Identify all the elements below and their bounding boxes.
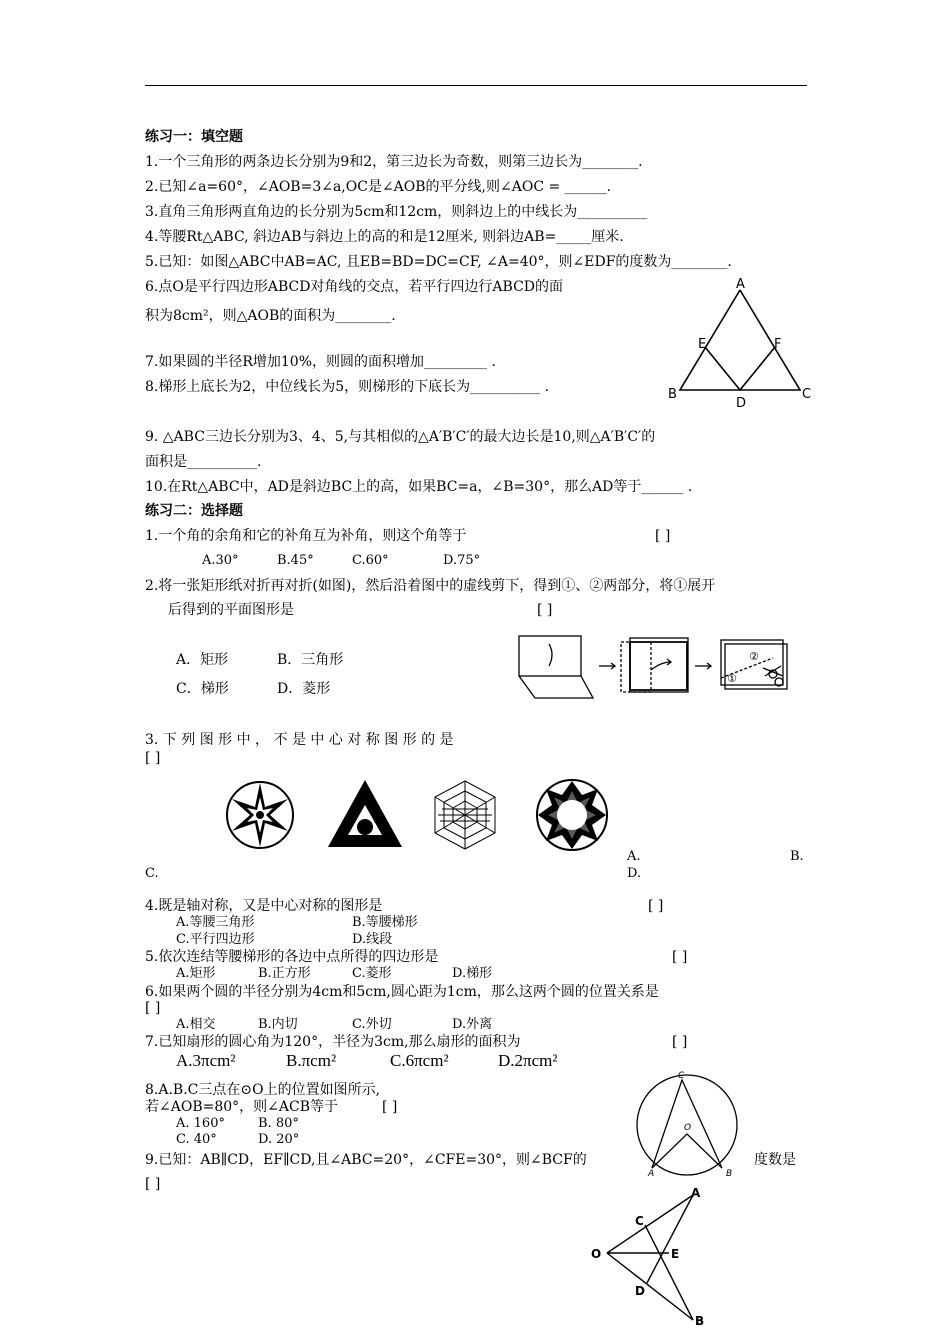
fig9-label-E: E bbox=[671, 1247, 680, 1261]
q5-opt-c: C.菱形 bbox=[352, 966, 392, 981]
s1-item-3: 3.直角三角形两直角边的长分别为5cm和12cm，则斜边上的中线长为__________ bbox=[145, 204, 648, 220]
q3-bracket: [ ] bbox=[145, 750, 161, 766]
q4-text: 4.既是轴对称，又是中心对称的图形是 bbox=[145, 898, 383, 914]
q8-opt-c: C. 40° bbox=[176, 1132, 217, 1147]
q1-opt-d: D.75° bbox=[443, 553, 481, 568]
q4-opt-b: B.等腰梯形 bbox=[352, 915, 418, 930]
label-E: E bbox=[698, 337, 707, 352]
q8-bracket: [ ] bbox=[382, 1099, 398, 1115]
q8-opt-a: A. 160° bbox=[176, 1116, 225, 1131]
q7-bracket: [ ] bbox=[672, 1034, 688, 1050]
q7-opt-b: B.πcm² bbox=[286, 1051, 337, 1070]
q4-opt-c: C.平行四边形 bbox=[176, 932, 255, 947]
circle-label-O: O bbox=[684, 1123, 692, 1133]
q5-text: 5.依次连结等腰梯形的各边中点所得的四边形是 bbox=[145, 949, 439, 965]
parallel-figure bbox=[585, 1185, 715, 1335]
q8-opt-b: B. 80° bbox=[258, 1116, 299, 1131]
fig9-label-B: B bbox=[695, 1314, 705, 1328]
label-F: F bbox=[774, 337, 782, 352]
q2-text-b: 后得到的平面图形是 bbox=[168, 602, 294, 618]
mark-2: ② bbox=[749, 650, 759, 663]
s1-item-10: 10.在Rt△ABC中，AD是斜边BC上的高，如果BC=a，∠B=30°，那么AD等于______ . bbox=[145, 479, 693, 495]
q9-text: 9.已知：AB∥CD，EF∥CD,且∠ABC=20°，∠CFE=30°，则∠BCF的 bbox=[145, 1152, 587, 1168]
q9-tail: 度数是 bbox=[754, 1152, 796, 1168]
q1-bracket: [ ] bbox=[655, 528, 671, 544]
q2-opt-a: A．矩形 bbox=[176, 652, 229, 668]
q4-opt-d: D.线段 bbox=[352, 932, 393, 947]
q3-label-c: C. bbox=[145, 866, 159, 881]
s1-item-8: 8.梯形上底长为2，中位线长为5，则梯形的下底长为__________ . bbox=[145, 379, 550, 395]
s1-item-6a: 6.点O是平行四边形ABCD对角线的交点，若平行四边行ABCD的面 bbox=[145, 279, 564, 295]
q1-opt-c: C.60° bbox=[352, 553, 389, 568]
q7-opt-d: D.2πcm² bbox=[498, 1051, 558, 1070]
q2-opt-c: C．梯形 bbox=[176, 681, 229, 697]
paper-fold-figure bbox=[515, 630, 795, 710]
q5-opt-a: A.矩形 bbox=[176, 966, 216, 981]
q5-opt-b: B.正方形 bbox=[258, 966, 311, 981]
label-A: A bbox=[736, 277, 745, 292]
s1-item-2: 2.已知∠a=60°，∠AOB=3∠a,OC是∠AOB的平分线,则∠AOC = ______. bbox=[145, 179, 612, 195]
fig9-label-O: O bbox=[591, 1247, 602, 1261]
q2-opt-d: D．菱形 bbox=[277, 681, 331, 697]
q6-bracket: [ ] bbox=[145, 1000, 161, 1016]
circle-label-A: A bbox=[648, 1169, 655, 1179]
label-B: B bbox=[668, 387, 677, 402]
section1-heading: 练习一：填空题 bbox=[145, 129, 243, 145]
q5-bracket: [ ] bbox=[672, 949, 688, 965]
circle-label-C: C bbox=[678, 1071, 685, 1081]
s1-item-5: 5.已知：如图△ABC中AB=AC, 且EB=BD=DC=CF, ∠A=40°，则∠EDF的度数为________. bbox=[145, 254, 732, 270]
s1-item-4: 4.等腰Rt△ABC, 斜边AB与斜边上的高的和是12厘米, 则斜边AB=_____厘米. bbox=[145, 229, 624, 245]
q1-opt-b: B.45° bbox=[277, 553, 314, 568]
q6-opt-b: B.内切 bbox=[258, 1017, 298, 1032]
circle-figure bbox=[630, 1068, 745, 1183]
q3-label-a: A. bbox=[627, 849, 641, 864]
q1-opt-a: A.30° bbox=[202, 553, 239, 568]
q8-text-b: 若∠AOB=80°，则∠ACB等于 bbox=[145, 1099, 338, 1115]
section2-heading: 练习二：选择题 bbox=[145, 503, 243, 519]
q7-opt-a: A.3πcm² bbox=[176, 1051, 236, 1070]
fig9-label-A: A bbox=[691, 1186, 701, 1200]
triangle-figure bbox=[660, 272, 820, 412]
header-rule bbox=[145, 85, 807, 86]
q7-text: 7.已知扇形的圆心角为120°，半径为3cm,那么扇形的面积为 bbox=[145, 1034, 521, 1050]
q2-opt-b: B．三角形 bbox=[277, 652, 344, 668]
q6-opt-c: C.外切 bbox=[352, 1017, 392, 1032]
s1-item-6b: 积为8cm²，则△AOB的面积为________. bbox=[145, 308, 396, 324]
s1-item-1: 1.一个三角形的两条边长分别为9和2，第三边长为奇数，则第三边长为________. bbox=[145, 154, 643, 170]
q6-opt-a: A.相交 bbox=[176, 1017, 216, 1032]
mark-1: ① bbox=[727, 672, 737, 685]
q1-text: 1.一个角的余角和它的补角互为补角，则这个角等于 bbox=[145, 528, 467, 544]
q6-opt-d: D.外离 bbox=[452, 1017, 493, 1032]
symmetry-shapes bbox=[220, 775, 620, 860]
q9-bracket: [ ] bbox=[145, 1176, 161, 1192]
shape-star-circle bbox=[227, 782, 293, 848]
shape-octagon-circle bbox=[537, 780, 607, 850]
q4-opt-a: A.等腰三角形 bbox=[176, 915, 255, 930]
q4-bracket: [ ] bbox=[648, 898, 664, 914]
q3-label-b: B. bbox=[790, 849, 804, 864]
q8-text-a: 8.A.B.C三点在⊙O上的位置如图所示, bbox=[145, 1082, 381, 1098]
q8-opt-d: D. 20° bbox=[258, 1132, 300, 1147]
label-D: D bbox=[736, 396, 747, 411]
q3-label-d: D. bbox=[627, 866, 642, 881]
s1-item-9b: 面积是__________. bbox=[145, 454, 262, 470]
q2-text-a: 2.将一张矩形纸对折再对折(如图)，然后沿着图中的虚线剪下，得到①、②两部分，将①展开 bbox=[145, 578, 716, 594]
shape-hexagon bbox=[435, 781, 495, 849]
q5-opt-d: D.梯形 bbox=[452, 966, 493, 981]
circle-label-B: B bbox=[726, 1169, 733, 1179]
fig9-label-D: D bbox=[635, 1284, 645, 1298]
s1-item-7: 7.如果圆的半径R增加10%，则圆的面积增加_________ . bbox=[145, 354, 496, 370]
fig9-label-C: C bbox=[635, 1214, 644, 1228]
label-C: C bbox=[802, 387, 812, 402]
s1-item-9a: 9. △ABC三边长分别为3、4、5,与其相似的△A′B′C′的最大边长是10,则△A′B′C′的 bbox=[145, 429, 656, 445]
shape-triangle bbox=[328, 780, 402, 847]
q2-bracket: [ ] bbox=[537, 602, 553, 618]
q3-text: 3. 下 列 图 形 中 ， 不 是 中 心 对 称 图 形 的 是 bbox=[145, 732, 454, 748]
q7-opt-c: C.6πcm² bbox=[390, 1051, 449, 1070]
q6-text: 6.如果两个圆的半径分别为4cm和5cm,圆心距为1cm，那么这两个圆的位置关系是 bbox=[145, 984, 659, 1000]
